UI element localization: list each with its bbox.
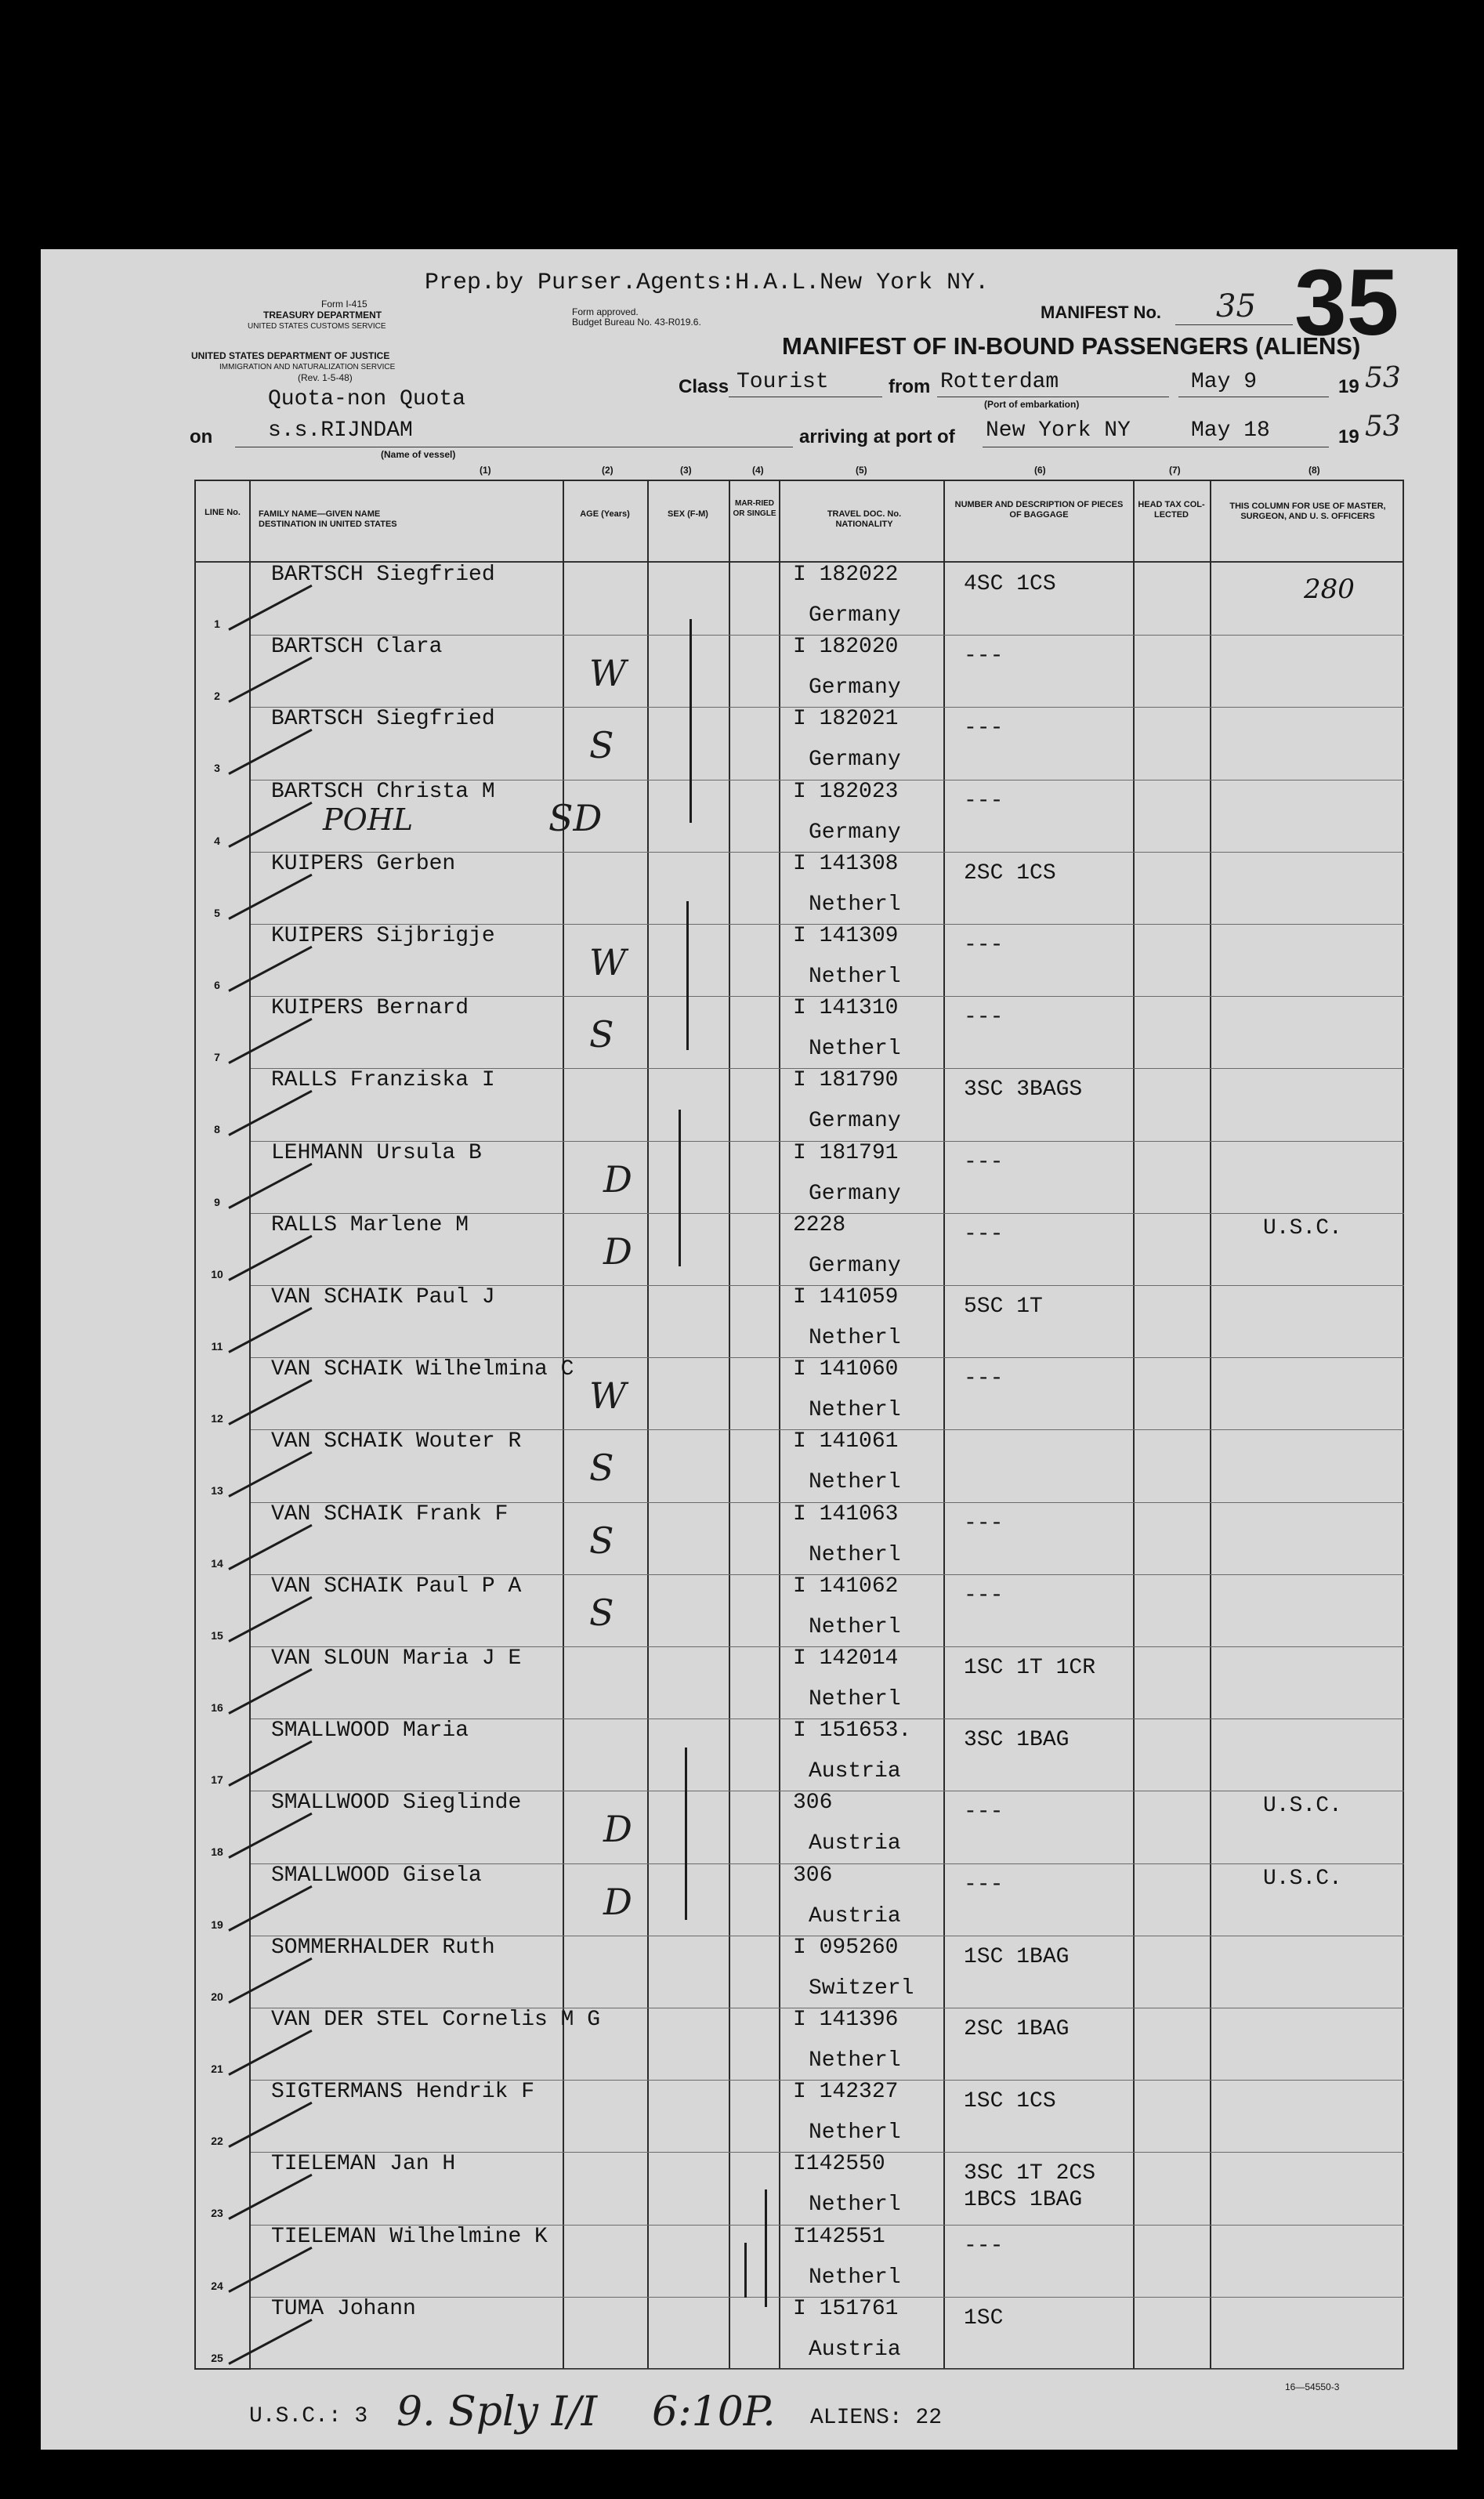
- column-number: (6): [1034, 465, 1046, 476]
- line-number: 1: [214, 618, 220, 630]
- handwritten-pohl: POHL: [323, 802, 414, 837]
- travel-doc-number: I142550: [793, 2152, 885, 2177]
- line-number: 19: [211, 1918, 223, 1931]
- bracket-stroke: [679, 1110, 681, 1266]
- nationality: Germany: [809, 675, 901, 701]
- handwritten-note: 9. Sply I/I: [396, 2389, 598, 2436]
- baggage-description: ---: [964, 1222, 1004, 1247]
- baggage-description: 3SC 1BAG: [964, 1728, 1070, 1753]
- travel-doc-number: I 141060: [793, 1357, 899, 1382]
- line-number: 9: [214, 1195, 220, 1208]
- handwritten-age-mark: S: [589, 1013, 614, 1056]
- line-number: 4: [214, 834, 220, 847]
- travel-doc-number: I 142327: [793, 2080, 899, 2105]
- line-number: 7: [214, 1051, 220, 1064]
- vessel-name: s.s.RIJNDAM: [268, 418, 413, 443]
- handwritten-age-mark: D: [603, 1880, 632, 1923]
- nationality: Switzerl: [809, 1976, 914, 2001]
- handwritten-age-mark: D: [603, 1230, 632, 1273]
- line-number: 15: [211, 1628, 223, 1642]
- year-prefix-1: 19: [1338, 376, 1359, 397]
- officer-usc-note: U.S.C.: [1263, 1215, 1342, 1240]
- travel-doc-number: 2228: [793, 1212, 846, 1237]
- line-number: 16: [211, 1701, 223, 1714]
- baggage-description: 1SC 1T 1CR: [964, 1656, 1096, 1680]
- nationality: Germany: [809, 748, 901, 773]
- baggage-description: 4SC 1CS: [964, 572, 1056, 596]
- row-divider: [251, 2369, 1404, 2370]
- handwritten-age-mark: S: [589, 1591, 614, 1634]
- baggage-description: 1SC: [964, 2305, 1004, 2331]
- page-stamp: 35: [1294, 250, 1399, 355]
- form-approved-label: Form approved.: [572, 306, 639, 317]
- nationality: Netherl: [809, 2121, 901, 2146]
- travel-doc-number: 306: [793, 1791, 833, 1816]
- class-label: Class: [679, 376, 729, 397]
- baggage-description: 2SC 1CS: [964, 860, 1056, 886]
- col-divider: [563, 480, 564, 2370]
- baggage-description: ---: [964, 1583, 1004, 1608]
- handwritten-age-mark: D: [603, 1157, 632, 1201]
- line-number: 24: [211, 2279, 223, 2292]
- nationality: Netherl: [809, 1542, 901, 1567]
- passenger-name: VAN SCHAIK Paul P A: [271, 1574, 522, 1599]
- on-label: on: [190, 426, 213, 447]
- baggage-description: ---: [964, 933, 1004, 958]
- handwritten-time: 6:10P.: [652, 2389, 776, 2436]
- line-number: 25: [211, 2351, 223, 2364]
- budget-bureau-label: Budget Bureau No. 43-R019.6.: [572, 317, 701, 328]
- passenger-name: VAN DER STEL Cornelis M G: [271, 2008, 601, 2032]
- justice-label: UNITED STATES DEPARTMENT OF JUSTICE: [191, 350, 390, 361]
- passenger-name: BARTSCH Siegfried: [271, 563, 495, 587]
- travel-doc-number: I 151653.: [793, 1719, 912, 1744]
- passenger-name: BARTSCH Christa M: [271, 779, 495, 804]
- arriving-label: arriving at port of: [799, 426, 955, 447]
- travel-doc-number: I 141308: [793, 851, 899, 876]
- passenger-name: KUIPERS Sijbrigje: [271, 924, 495, 948]
- line-number: 8: [214, 1123, 220, 1136]
- column-number: (1): [480, 465, 491, 476]
- travel-doc-number: I 141396: [793, 2008, 899, 2032]
- col-divider: [943, 480, 945, 2370]
- travel-doc-number: I 182020: [793, 635, 899, 660]
- line-number: 3: [214, 762, 220, 775]
- form-number: Form I-415: [321, 299, 367, 310]
- passenger-name: LEHMANN Ursula B: [271, 1140, 482, 1165]
- bracket-stroke: [744, 2243, 747, 2298]
- baggage-description: 1BCS 1BAG: [964, 2188, 1083, 2213]
- travel-doc-number: I 141059: [793, 1285, 899, 1309]
- passenger-name: SMALLWOOD Sieglinde: [271, 1791, 522, 1816]
- passenger-name: VAN SCHAIK Frank F: [271, 1501, 509, 1527]
- passenger-name: VAN SCHAIK Wouter R: [271, 1429, 522, 1454]
- travel-doc-number: I 141063: [793, 1501, 899, 1527]
- nationality: Netherl: [809, 2265, 901, 2290]
- baggage-description: ---: [964, 1872, 1004, 1897]
- travel-doc-number: I 141061: [793, 1429, 899, 1454]
- baggage-description: 2SC 1BAG: [964, 2017, 1070, 2041]
- baggage-description: ---: [964, 1005, 1004, 1030]
- passenger-name: BARTSCH Clara: [271, 635, 443, 660]
- passenger-name: VAN SLOUN Maria J E: [271, 1646, 522, 1671]
- revision-label: (Rev. 1-5-48): [298, 372, 353, 383]
- officer-usc-note: U.S.C.: [1263, 1794, 1342, 1819]
- departure-date: May 9: [1191, 370, 1258, 394]
- travel-doc-number: I 182022: [793, 563, 899, 587]
- year-prefix-2: 19: [1338, 426, 1359, 447]
- nationality: Austria: [809, 2337, 901, 2362]
- col-divider: [647, 480, 649, 2370]
- baggage-description: ---: [964, 1367, 1004, 1392]
- passenger-name: SIGTERMANS Hendrik F: [271, 2080, 535, 2105]
- passenger-name: TIELEMAN Jan H: [271, 2152, 456, 2177]
- nationality: Austria: [809, 1831, 901, 1856]
- bracket-stroke: [686, 901, 689, 1050]
- manifest-title: MANIFEST OF IN-BOUND PASSENGERS (ALIENS): [782, 332, 1361, 360]
- baggage-description: 3SC 1T 2CS: [964, 2161, 1096, 2186]
- nationality: Netherl: [809, 2048, 901, 2073]
- ins-label: IMMIGRATION AND NATURALIZATION SERVICE: [219, 363, 396, 371]
- passenger-name: BARTSCH Siegfried: [271, 707, 495, 732]
- baggage-description: ---: [964, 716, 1004, 741]
- header-married: MAR-RIED OR SINGLE: [733, 499, 776, 518]
- travel-doc-number: I 181790: [793, 1068, 899, 1093]
- column-number: (7): [1169, 465, 1181, 476]
- bracket-stroke: [765, 2189, 767, 2307]
- class-value: Tourist: [737, 370, 829, 394]
- handwritten-age-mark: S: [589, 1519, 614, 1562]
- passenger-name: SMALLWOOD Gisela: [271, 1863, 482, 1888]
- departure-year: 53: [1365, 362, 1401, 394]
- from-label: from: [889, 376, 931, 397]
- nationality: Netherl: [809, 1614, 901, 1639]
- print-code: 16—54550-3: [1285, 2381, 1340, 2392]
- nationality: Netherl: [809, 965, 901, 989]
- vessel-note: (Name of vessel): [381, 449, 456, 460]
- nationality: Netherl: [809, 892, 901, 917]
- line-number: 6: [214, 979, 220, 991]
- column-number: (2): [602, 465, 614, 476]
- manifest-no-value: 35: [1216, 288, 1256, 324]
- passenger-name: KUIPERS Bernard: [271, 996, 469, 1021]
- officer-note: 280: [1304, 574, 1355, 605]
- baggage-description: ---: [964, 1150, 1004, 1175]
- passenger-name: SOMMERHALDER Ruth: [271, 1935, 495, 1960]
- column-number: (8): [1308, 465, 1320, 476]
- officer-usc-note: U.S.C.: [1263, 1866, 1342, 1891]
- quota-line: Quota-non Quota: [268, 387, 466, 411]
- travel-doc-number: I 151761: [793, 2296, 899, 2321]
- line-number: 5: [214, 906, 220, 919]
- travel-doc-number: I 141062: [793, 1574, 899, 1599]
- nationality: Netherl: [809, 1326, 901, 1350]
- nationality: Austria: [809, 1759, 901, 1784]
- baggage-description: 5SC 1T: [964, 1295, 1043, 1319]
- header-travel-doc: TRAVEL DOC. No. NATIONALITY: [827, 509, 902, 529]
- header-age: AGE (Years): [580, 509, 630, 519]
- nationality: Netherl: [809, 1470, 901, 1495]
- col-divider: [779, 480, 780, 2370]
- handwritten-age-mark: SD: [548, 796, 603, 839]
- header-head-tax: HEAD TAX COL-LECTED: [1138, 500, 1205, 520]
- line-number: 10: [211, 1267, 223, 1280]
- from-port: Rotterdam: [940, 370, 1059, 394]
- nationality: Austria: [809, 1903, 901, 1929]
- nationality: Germany: [809, 1181, 901, 1206]
- passenger-name: RALLS Marlene M: [271, 1212, 469, 1237]
- bracket-stroke: [690, 619, 692, 823]
- handwritten-age-mark: S: [589, 724, 614, 767]
- customs-label: UNITED STATES CUSTOMS SERVICE: [248, 322, 386, 331]
- header-sex: SEX (F-M): [668, 509, 708, 519]
- manifest-no-underline: [1175, 324, 1293, 325]
- baggage-description: ---: [964, 644, 1004, 669]
- line-number: 14: [211, 1556, 223, 1570]
- passenger-name: TIELEMAN Wilhelmine K: [271, 2224, 548, 2249]
- treasury-label: TREASURY DEPARTMENT: [263, 310, 382, 321]
- arrival-year: 53: [1365, 411, 1401, 443]
- baggage-description: ---: [964, 788, 1004, 813]
- travel-doc-number: I 141310: [793, 996, 899, 1021]
- aliens-count: ALIENS: 22: [810, 2406, 943, 2430]
- nationality: Germany: [809, 1109, 901, 1134]
- travel-doc-number: I142551: [793, 2224, 885, 2249]
- col-divider: [1210, 480, 1211, 2370]
- travel-doc-number: I 181791: [793, 1140, 899, 1165]
- passenger-name: KUIPERS Gerben: [271, 851, 456, 876]
- line-number: 20: [211, 1990, 223, 2003]
- passenger-name: VAN SCHAIK Paul J: [271, 1285, 495, 1309]
- line-number: 17: [211, 1773, 223, 1787]
- column-number: (4): [752, 465, 764, 476]
- travel-doc-number: I 182023: [793, 779, 899, 804]
- nationality: Germany: [809, 820, 901, 845]
- nationality: Netherl: [809, 1687, 901, 1711]
- usc-count: U.S.C.: 3: [249, 2404, 368, 2428]
- line-number: 22: [211, 2135, 223, 2148]
- line-number: 2: [214, 690, 220, 703]
- col-divider: [1133, 480, 1135, 2370]
- line-number: 12: [211, 1412, 223, 1425]
- handwritten-age-mark: S: [589, 1447, 614, 1490]
- travel-doc-number: 306: [793, 1863, 833, 1888]
- header-baggage: NUMBER AND DESCRIPTION OF PIECES OF BAGGAGE: [954, 500, 1124, 520]
- nationality: Netherl: [809, 1037, 901, 1062]
- header-officers: THIS COLUMN FOR USE OF MASTER, SURGEON, AND U. S. OFFICERS: [1229, 502, 1386, 521]
- col-divider: [729, 480, 730, 2370]
- travel-doc-number: I 142014: [793, 1646, 899, 1671]
- column-number: (3): [680, 465, 692, 476]
- nationality: Germany: [809, 603, 901, 628]
- embarkation-note: (Port of embarkation): [984, 399, 1080, 410]
- nationality: Germany: [809, 1253, 901, 1278]
- passenger-name: TUMA Johann: [271, 2296, 416, 2321]
- handwritten-age-mark: D: [603, 1808, 632, 1851]
- baggage-description: 1SC 1CS: [964, 2089, 1056, 2114]
- baggage-description: 3SC 3BAGS: [964, 1077, 1083, 1103]
- line-number: 21: [211, 2063, 223, 2075]
- prep-line: Prep.by Purser.Agents:H.A.L.New York NY.: [425, 270, 990, 296]
- travel-doc-number: I 095260: [793, 1935, 899, 1960]
- handwritten-age-mark: W: [589, 941, 627, 983]
- travel-doc-number: I 141309: [793, 924, 899, 948]
- baggage-description: ---: [964, 2233, 1004, 2258]
- column-number: (5): [856, 465, 867, 476]
- manifest-no-label: MANIFEST No.: [1041, 302, 1161, 322]
- baggage-description: ---: [964, 1800, 1004, 1825]
- nationality: Netherl: [809, 2193, 901, 2218]
- nationality: Netherl: [809, 1398, 901, 1423]
- line-number: 23: [211, 2207, 223, 2220]
- passenger-name: VAN SCHAIK Wilhelmina C: [271, 1357, 574, 1382]
- line-number: 18: [211, 1845, 223, 1859]
- passenger-name: RALLS Franziska I: [271, 1068, 495, 1093]
- baggage-description: ---: [964, 1511, 1004, 1536]
- travel-doc-number: I 182021: [793, 707, 899, 732]
- passenger-name: SMALLWOOD Maria: [271, 1719, 469, 1744]
- arrival-date: May 18: [1191, 418, 1270, 443]
- bracket-stroke: [685, 1747, 687, 1920]
- header-line-no: LINE No.: [205, 508, 241, 517]
- baggage-description: 1SC 1BAG: [964, 1944, 1070, 1969]
- line-number: 13: [211, 1484, 223, 1498]
- arrival-port: New York NY: [986, 418, 1131, 443]
- line-number: 11: [211, 1340, 223, 1353]
- handwritten-age-mark: W: [589, 1374, 627, 1418]
- header-name: FAMILY NAME—GIVEN NAME DESTINATION IN UNITED STATES: [259, 509, 397, 529]
- handwritten-age-mark: W: [589, 652, 627, 695]
